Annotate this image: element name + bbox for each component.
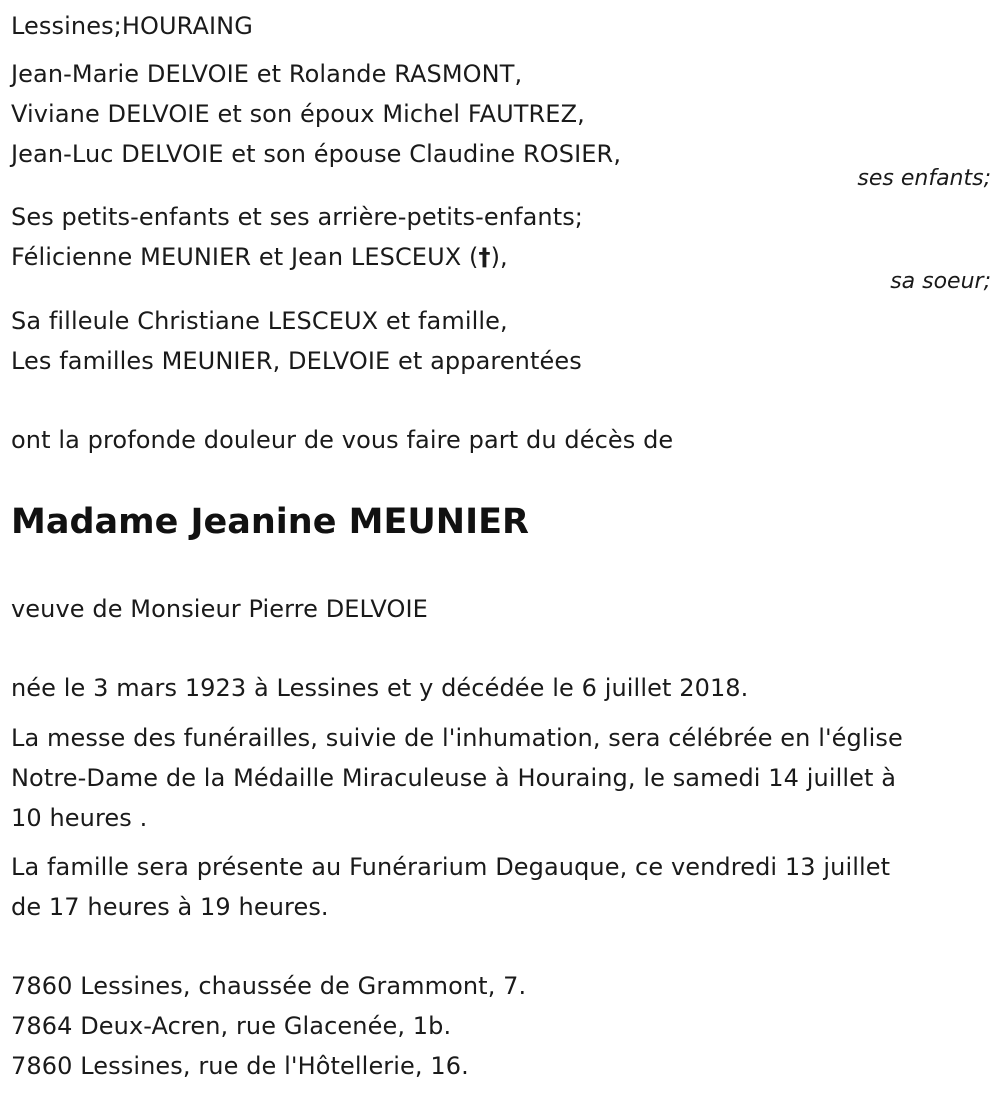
sister-names: Félicienne MEUNIER et Jean LESCEUX ( (11, 243, 479, 271)
deceased-name: Madame Jeanine MEUNIER (11, 502, 529, 542)
address-line: 7860 Lessines, rue de l'Hôtellerie, 16. (11, 1052, 469, 1080)
obituary-notice (11, 0, 991, 1101)
funeral-line-2: Notre-Dame de la Médaille Miraculeuse à Houraing, le samedi 14 juillet à (11, 764, 897, 792)
child-line-1: Jean-Marie DELVOIE et Rolande RASMONT, (11, 60, 523, 88)
visitation-line-2: de 17 heures à 19 heures. (11, 893, 329, 921)
visitation-line-1: La famille sera présente au Funérarium Degauque, ce vendredi 13 juillet (11, 853, 891, 881)
birth-death: née le 3 mars 1923 à Lessines et y décédée le 6 juillet 2018. (11, 674, 749, 702)
child-line-3: Jean-Luc DELVOIE et son épouse Claudine ROSIER, (11, 140, 622, 168)
children-role: ses enfants; (857, 166, 991, 191)
sister-line-suffix: ), (490, 243, 508, 271)
widow-of: veuve de Monsieur Pierre DELVOIE (11, 595, 428, 623)
address-line: 7860 Lessines, chaussée de Grammont, 7. (11, 972, 527, 1000)
sister-role: sa soeur; (890, 269, 991, 294)
families-line: Les familles MEUNIER, DELVOIE et apparentées (11, 347, 582, 375)
grandchildren-line: Ses petits-enfants et ses arrière-petits-enfants; (11, 203, 583, 231)
location-header: Lessines;HOURAING (11, 12, 253, 40)
sister-line (11, 237, 508, 277)
goddaughter-line: Sa filleule Christiane LESCEUX et famille, (11, 307, 508, 335)
funeral-line-3: 10 heures . (11, 804, 148, 832)
announcement: ont la profonde douleur de vous faire part du décès de (11, 426, 674, 454)
address-line: 7864 Deux-Acren, rue Glacenée, 1b. (11, 1012, 452, 1040)
cross-icon: † (478, 243, 491, 271)
funeral-line-1: La messe des funérailles, suivie de l'inhumation, sera célébrée en l'église (11, 724, 903, 752)
child-line-2: Viviane DELVOIE et son époux Michel FAUTREZ, (11, 100, 585, 128)
